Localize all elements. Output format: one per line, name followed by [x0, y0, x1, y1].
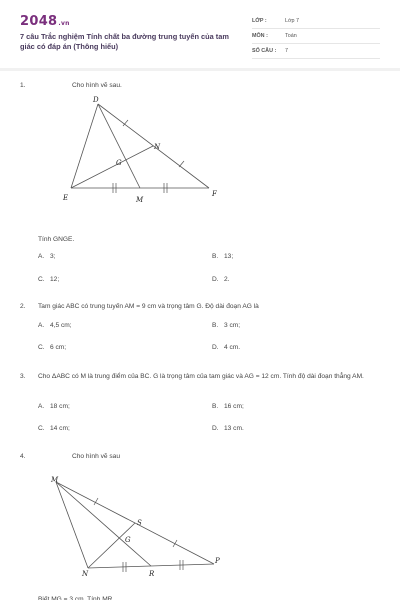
answer-option[interactable]: D. 2. [212, 276, 230, 283]
question-3-number: 3. [20, 373, 26, 380]
question-4-figure [44, 470, 234, 582]
question-4-intro: Cho hình vẽ sau [72, 453, 121, 460]
answer-option[interactable]: C. 14 cm; [38, 425, 70, 432]
tick-mark [94, 498, 98, 505]
vertex-label-mid: N [154, 143, 161, 151]
document-meta [252, 14, 380, 59]
meta-row-class [252, 14, 380, 29]
question-1-intro: Cho hình vẽ sau. [72, 82, 122, 89]
answer-option[interactable]: A. 3; [38, 253, 56, 260]
meta-value: Toán [285, 33, 297, 39]
tick-mark [173, 540, 177, 547]
answer-option[interactable]: B. 16 cm; [212, 403, 244, 410]
page-header [0, 0, 400, 64]
question-4-prompt: Biết MG = 3 cm. Tính MR. [38, 596, 115, 600]
document-title: 7 câu Trắc nghiệm Tính chất ba đường trung tuyến của tam giác có đáp án (Thông hiểu) [20, 32, 229, 51]
vertex-label-left: E [63, 194, 69, 202]
question-1-number: 1. [20, 82, 26, 89]
vertex-label-top: M [51, 476, 59, 484]
edge-mn [56, 482, 88, 568]
edge-de [71, 104, 98, 188]
meta-value: Lớp 7 [285, 18, 300, 24]
site-logo[interactable]: 2048.vn [20, 14, 70, 29]
meta-label: SỐ CÂU : [252, 48, 277, 54]
header-divider [0, 68, 400, 71]
answer-option[interactable]: B. 3 cm; [212, 322, 241, 329]
answer-option[interactable]: C. 12; [38, 276, 60, 283]
answer-option[interactable]: D. 4 cm. [212, 344, 241, 351]
meta-label: LỚP : [252, 18, 267, 24]
vertex-label-right: P [215, 557, 220, 565]
vertex-label-bottom: R [149, 570, 155, 578]
tick-mark [179, 161, 184, 167]
centroid-label: G [116, 159, 122, 167]
meta-value: 7 [285, 48, 288, 54]
question-1-figure [55, 92, 225, 207]
vertex-label-top: D [93, 96, 99, 104]
vertex-label-bottom: M [136, 196, 144, 204]
answer-option[interactable]: A. 4,5 cm; [38, 322, 72, 329]
centroid-label: G [125, 536, 131, 544]
answer-option[interactable]: D. 13 cm. [212, 425, 244, 432]
vertex-label-left: N [82, 570, 89, 578]
vertex-label-mid: S [137, 519, 142, 527]
meta-row-count [252, 44, 380, 59]
median-dm [98, 104, 140, 188]
answer-option[interactable]: A. 18 cm; [38, 403, 70, 410]
meta-label: MÔN : [252, 33, 268, 39]
question-1-prompt: Tính GNGE. [38, 236, 75, 243]
median-en [71, 146, 153, 188]
answer-option[interactable]: C. 6 cm; [38, 344, 67, 351]
question-2-number: 2. [20, 303, 26, 310]
meta-row-subject [252, 29, 380, 44]
vertex-label-right: F [212, 190, 217, 198]
answer-option[interactable]: B. 13; [212, 253, 234, 260]
question-2-text: Tam giác ABC có trung tuyến AM = 9 cm và trọng tâm G. Độ dài đoạn AG là [38, 303, 259, 310]
question-3-text: Cho ΔABC có M là trung điểm của BC. G là trọng tâm của tam giác và AG = 12 cm. Tính độ dài đoạn thẳng AM. [38, 373, 364, 380]
question-4-number: 4. [20, 453, 26, 460]
